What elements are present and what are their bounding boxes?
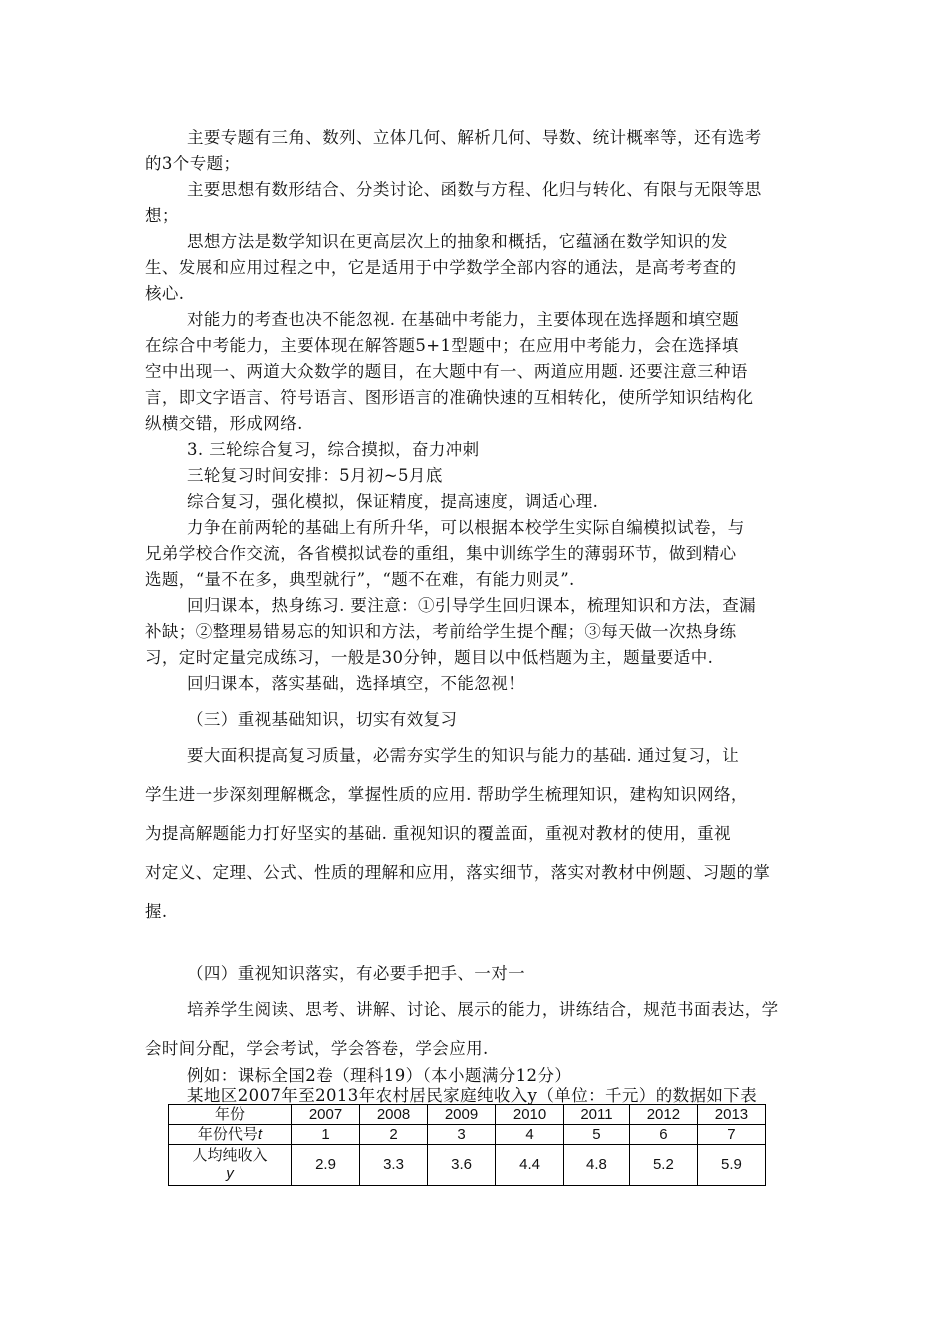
round-three-schedule: 三轮复习时间安排：5月初~5月底 <box>187 466 443 485</box>
text-line: 学生进一步深刻理解概念，掌握性质的应用. 帮助学生梳理知识，建构知识网络， <box>145 785 748 804</box>
text-line: 会时间分配，学会考试，学会答卷，学会应用. <box>145 1039 489 1058</box>
table-cell: 3.3 <box>360 1145 428 1186</box>
table-cell: 5 <box>564 1125 630 1145</box>
table-cell: 7 <box>697 1125 765 1145</box>
text-line: 力争在前两轮的基础上有所升华，可以根据本校学生实际自编模拟试卷，与 <box>187 518 745 537</box>
table-cell: 2012 <box>629 1105 697 1125</box>
example-intro-block <box>145 1066 810 1106</box>
text-line: 主要专题有三角、数列、立体几何、解析几何、导数、统计概率等，还有选考 <box>187 128 762 147</box>
text-line: 补缺；②整理易错易忘的知识和方法，考前给学生提个醒；③每天做一次热身练 <box>145 622 737 641</box>
table-cell: 2 <box>360 1125 428 1145</box>
text-line: 对能力的考查也决不能忽视. 在基础中考能力，主要体现在选择题和填空题 <box>187 310 740 329</box>
table-row <box>169 1105 766 1125</box>
text-line: 空中出现一、两道大众数学的题目，在大题中有一、两道应用题. 还要注意三种语 <box>145 362 748 381</box>
table-cell: 5.2 <box>629 1145 697 1186</box>
round-three-closing: 回归课本，落实基础，选择填空，不能忽视！ <box>187 674 525 693</box>
paragraph-methods <box>145 229 810 307</box>
text-line: 主要思想有数形结合、分类讨论、函数与方程、化归与转化、有限与无限等思 <box>187 180 762 199</box>
table-cell: 4.8 <box>564 1145 630 1186</box>
row-variable: t <box>257 1126 263 1143</box>
section-three-heading: （三）重视基础知识，切实有效复习 <box>187 710 458 729</box>
table-cell: 2008 <box>360 1105 428 1125</box>
text-line: 培养学生阅读、思考、讲解、讨论、展示的能力，讲练结合，规范书面表达，学 <box>187 1000 779 1019</box>
round-three-summary: 综合复习，强化模拟，保证精度，提高速度，调适心理. <box>187 492 599 511</box>
section-three-body <box>145 736 810 931</box>
text-line: 想； <box>145 206 179 225</box>
table-cell: 3 <box>428 1125 496 1145</box>
table-cell: 2010 <box>496 1105 564 1125</box>
row-variable: y <box>226 1165 234 1182</box>
row-label: 年份代号 <box>197 1126 258 1143</box>
table-cell: 1 <box>292 1125 360 1145</box>
text-line: 为提高解题能力打好坚实的基础. 重视知识的覆盖面，重视对教材的使用，重视 <box>145 824 731 843</box>
table-cell: 2009 <box>428 1105 496 1125</box>
text-line: 思想方法是数学知识在更高层次上的抽象和概括，它蕴涵在数学知识的发 <box>187 232 728 251</box>
text-line: 兄弟学校合作交流，各省模拟试卷的重组，集中训练学生的薄弱环节，做到精心 <box>145 544 737 563</box>
table-cell: 4.4 <box>496 1145 564 1186</box>
table-cell: 6 <box>629 1125 697 1145</box>
round-three-title: 3. 三轮综合复习，综合摸拟，奋力冲刺 <box>187 440 480 459</box>
table-cell: 2.9 <box>292 1145 360 1186</box>
paragraph-topics <box>145 125 810 177</box>
text-line: 生、发展和应用过程之中，它是适用于中学数学全部内容的通法，是高考考查的 <box>145 258 737 277</box>
example-problem: 某地区2007年至2013年农村居民家庭纯收入y（单位：千元）的数据如下表 <box>187 1086 758 1105</box>
example-intro: 例如：课标全国2卷（理科19）（本小题满分12分） <box>187 1066 572 1085</box>
text-line: 在综合中考能力，主要体现在解答题5+1型题中；在应用中考能力，会在选择填 <box>145 336 739 355</box>
table-cell: 3.6 <box>428 1145 496 1186</box>
text-line: 握. <box>145 902 168 921</box>
income-data-table <box>168 1104 766 1186</box>
text-line: 选题，“量不在多，典型就行”，“题不在难，有能力则灵”. <box>145 570 575 589</box>
paragraph-ideas <box>145 177 810 229</box>
table-cell: 4 <box>496 1125 564 1145</box>
table-cell: 5.9 <box>697 1145 765 1186</box>
text-line: 习，定时定量完成练习，一般是30分钟，题目以中低档题为主，题量要适中. <box>145 648 714 667</box>
row-label: 人均纯收入 <box>192 1147 268 1164</box>
round-three-block <box>145 437 810 697</box>
table-cell: 2011 <box>564 1105 630 1125</box>
text-line: 回归课本，热身练习. 要注意：①引导学生回归课本，梳理知识和方法，查漏 <box>187 596 756 615</box>
table-cell: 2007 <box>292 1105 360 1125</box>
text-line: 对定义、定理、公式、性质的理解和应用，落实细节，落实对教材中例题、习题的掌 <box>145 863 771 882</box>
section-four-body <box>145 990 810 1068</box>
table-cell: 2013 <box>697 1105 765 1125</box>
table-header-cell <box>169 1125 292 1145</box>
section-four-heading: （四）重视知识落实，有必要手把手、一对一 <box>187 964 525 983</box>
text-line: 言，即文字语言、符号语言、图形语言的准确快速的互相转化，使所学知识结构化 <box>145 388 754 407</box>
table-row <box>169 1125 766 1145</box>
table-header-cell <box>169 1145 292 1186</box>
text-line: 的3个专题； <box>145 154 241 173</box>
text-line: 要大面积提高复习质量，必需夯实学生的知识与能力的基础. 通过复习，让 <box>187 746 740 765</box>
text-line: 纵横交错，形成网络. <box>145 414 303 433</box>
table-header-cell: 年份 <box>169 1105 292 1125</box>
text-line: 核心. <box>145 284 185 303</box>
paragraph-ability <box>145 307 810 437</box>
table-row <box>169 1145 766 1186</box>
